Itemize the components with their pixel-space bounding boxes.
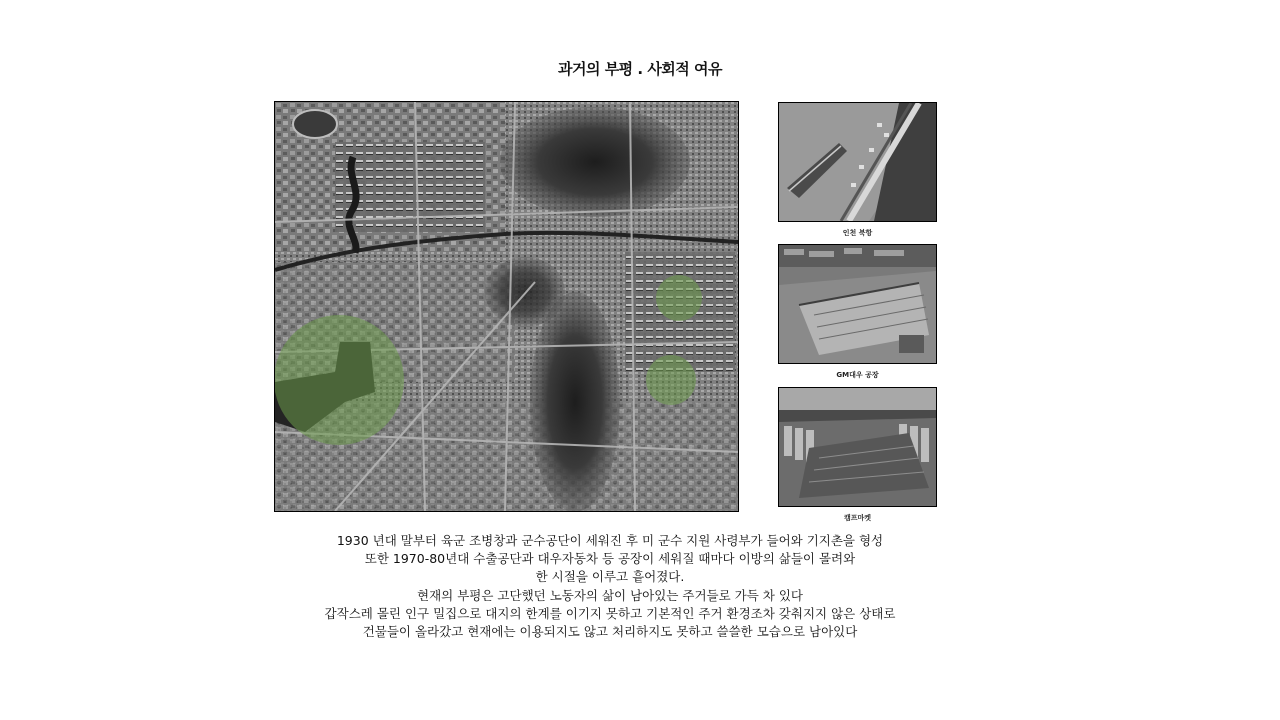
page-title: 과거의 부평 . 사회적 여유 [558,60,722,78]
aerial-map [274,101,739,512]
photo-caption: 캠프마켓 [843,514,872,522]
photo-caption: 인천 북항 [842,229,873,237]
description-line: 갑작스레 몰린 인구 밀집으로 대지의 한계를 이기지 못하고 기본적인 주거 환경조차 갖춰지지 않은 상태로 [324,605,896,621]
photo-camp-market [778,387,937,507]
photo-incheon-north-port [778,102,937,222]
photo-gm-daewoo-factory [778,244,937,364]
description-line: 1930 년대 말부터 육군 조병창과 군수공단이 세워진 후 미 군수 지원 사령부가 들어와 기지촌을 형성 [336,533,884,548]
photo-caption: GM대우 공장 [836,371,879,379]
description-line: 또한 1970-80년대 수출공단과 대우자동차 등 공장이 세워질 때마다 이방의 삶들이 몰려와 [364,551,856,567]
description-line: 건물들이 올라갔고 현재에는 이용되지도 않고 처리하지도 못하고 쓸쓸한 모습으로 남아있다 [362,624,858,640]
description-text [240,532,980,641]
description-line: 한 시절을 이루고 흩어졌다. [535,569,685,585]
description-line: 현재의 부평은 고단했던 노동자의 삶이 남아있는 주거들로 가득 차 있다 [417,587,803,603]
